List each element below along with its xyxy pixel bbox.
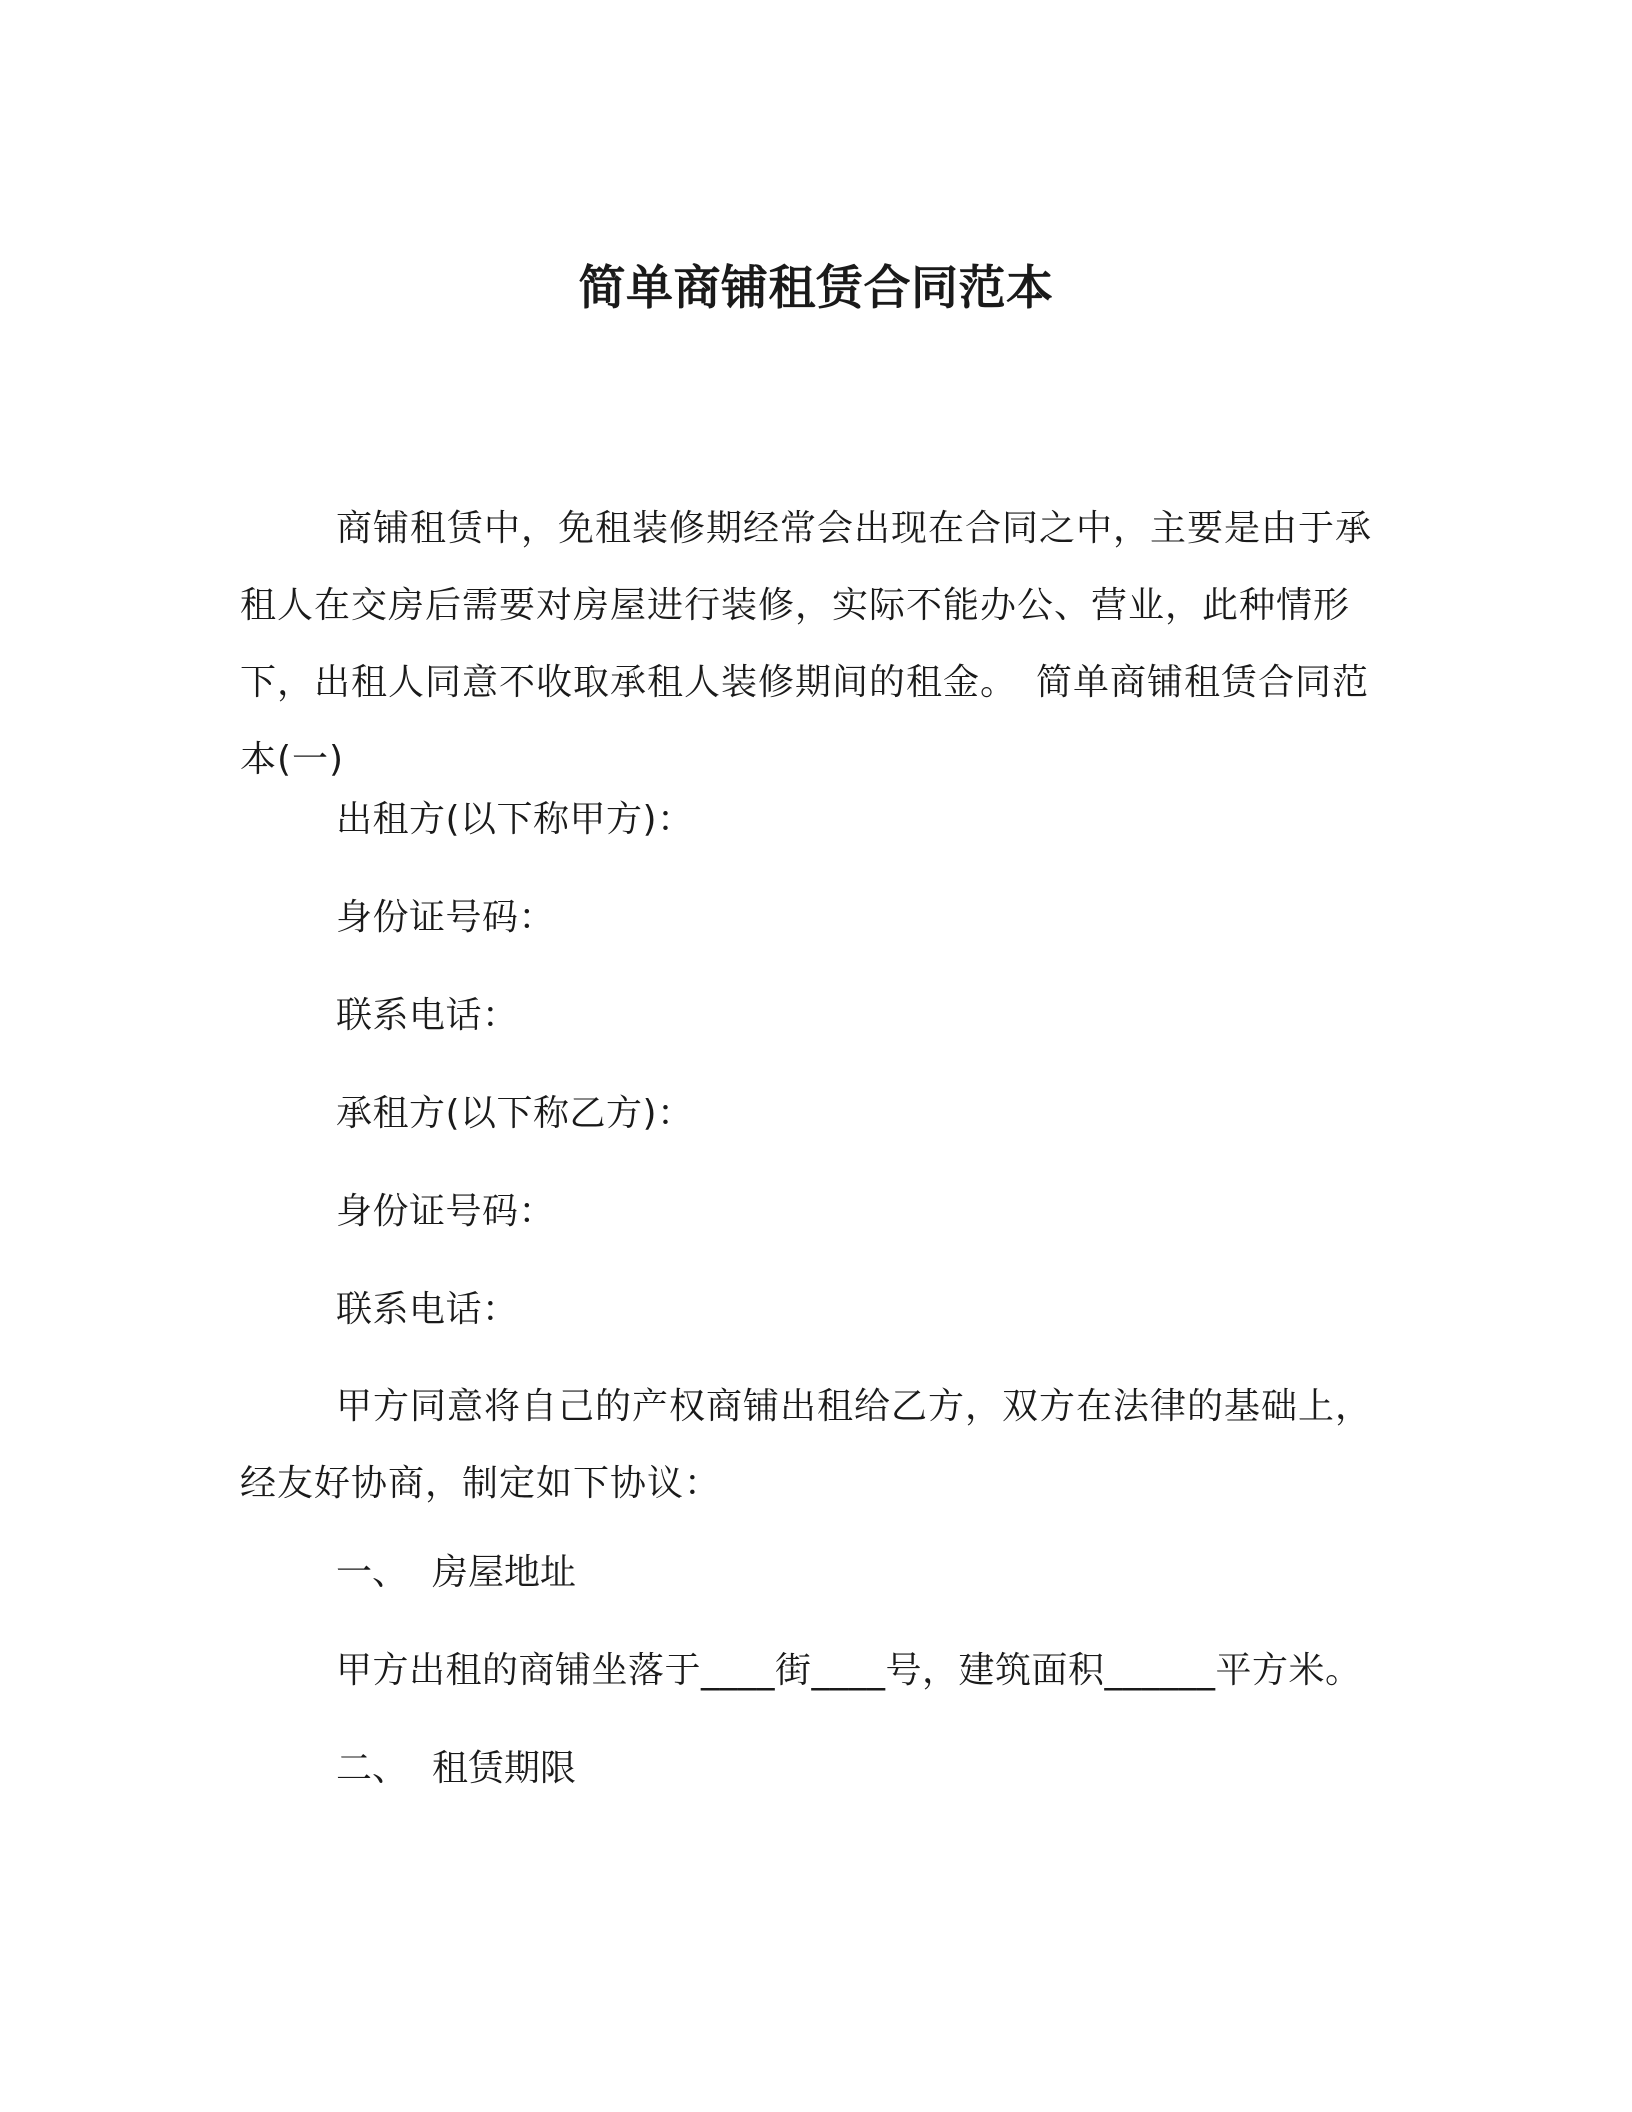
section-2-title: 租赁期限 <box>432 1748 577 1789</box>
lessor-phone-label: 联系电话： <box>336 995 519 1036</box>
lessee-label: 承租方(以下称乙方)： <box>336 1093 694 1134</box>
section-2-number: 二、 <box>336 1748 409 1789</box>
section-1-text: 甲方出租的商铺坐落于____街____号，建筑面积______平方米。 <box>336 1650 1362 1691</box>
section-2-heading <box>336 1744 576 1794</box>
intro-paragraph: 商铺租赁中，免租装修期经常会出现在合同之中，主要是由于承租人在交房后需要对房屋进行装修，实际不能办公、营业，此种情形下，出租人同意不收取承租人装修期间的租金。 简单商铺租赁合同范本(一) <box>240 508 1373 780</box>
document-title: 简单商铺租赁合同范本 <box>578 261 1054 317</box>
lessee-id-label: 身份证号码： <box>336 1191 556 1232</box>
section-1-title: 房屋地址 <box>432 1552 577 1593</box>
section-1-number: 一、 <box>336 1552 409 1593</box>
lessor-label: 出租方(以下称甲方)： <box>336 799 694 840</box>
section-1-heading <box>336 1548 576 1598</box>
agreement-paragraph: 甲方同意将自己的产权商铺出租给乙方，双方在法律的基础上，经友好协商，制定如下协议： <box>240 1386 1373 1504</box>
lessee-phone-label: 联系电话： <box>336 1289 519 1330</box>
lessor-id-label: 身份证号码： <box>336 897 556 938</box>
